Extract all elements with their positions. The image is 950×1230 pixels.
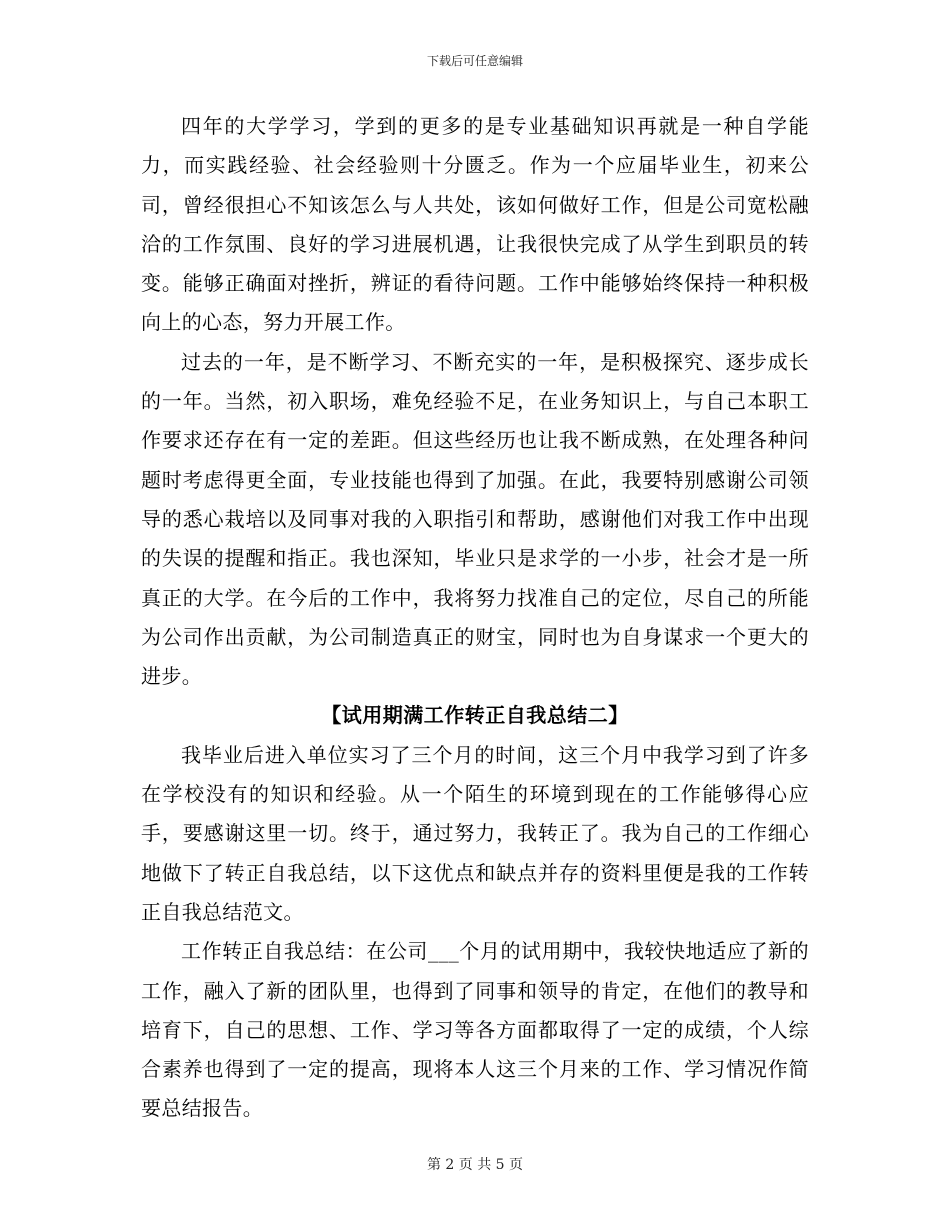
document-body: [141, 107, 809, 1129]
paragraph: 四年的大学学习，学到的更多的是专业基础知识再就是一种自学能力，而实践经验、社会经验则十分匮乏。作为一个应届毕业生，初来公司，曾经很担心不知该怎么与人共处，该如何做好工作，但是公司宽松融洽的工作氛围、良好的学习进展机遇，让我很快完成了从学生到职员的转变。能够正确面对挫折，辨证的看待问题。工作中能够始终保持一种积极向上的心态，努力开展工作。: [141, 114, 809, 335]
paragraph: 过去的一年，是不断学习、不断充实的一年，是积极探究、逐步成长的一年。当然，初入职场，难免经验不足，在业务知识上，与自己本职工作要求还存在有一定的差距。但这些经历也让我不断成熟，在处理各种问题时考虑得更全面，专业技能也得到了加强。在此，我要特别感谢公司领导的悉心栽培以及同事对我的入职指引和帮助，感谢他们对我工作中出现的失误的提醒和指正。我也深知，毕业只是求学的一小步，社会才是一所真正的大学。在今后的工作中，我将努力找准自己的定位，尽自己的所能为公司作出贡献，为公司制造真正的财宝，同时也为自身谋求一个更大的进步。: [141, 349, 809, 689]
section-title: 【试用期满工作转正自我总结二】: [321, 703, 629, 728]
page-footer: 第 2 页 共 5 页: [426, 1157, 524, 1173]
page-header: 下载后可任意编辑: [426, 54, 523, 68]
paragraph: 工作转正自我总结：在公司___个月的试用期中，我较快地适应了新的工作，融入了新的团队里，也得到了同事和领导的肯定，在他们的教导和培育下，自己的思想、工作、学习等各方面都取得了一定的成绩，个人综合素养也得到了一定的提高，现将本人这三个月来的工作、学习情况作简要总结报告。: [141, 939, 809, 1121]
paragraph: 我毕业后进入单位实习了三个月的时间，这三个月中我学习到了许多在学校没有的知识和经验。从一个陌生的环境到现在的工作能够得心应手，要感谢这里一切。终于，通过努力，我转正了。我为自己的工作细心地做下了转正自我总结，以下这优点和缺点并存的资料里便是我的工作转正自我总结范文。: [141, 742, 809, 924]
